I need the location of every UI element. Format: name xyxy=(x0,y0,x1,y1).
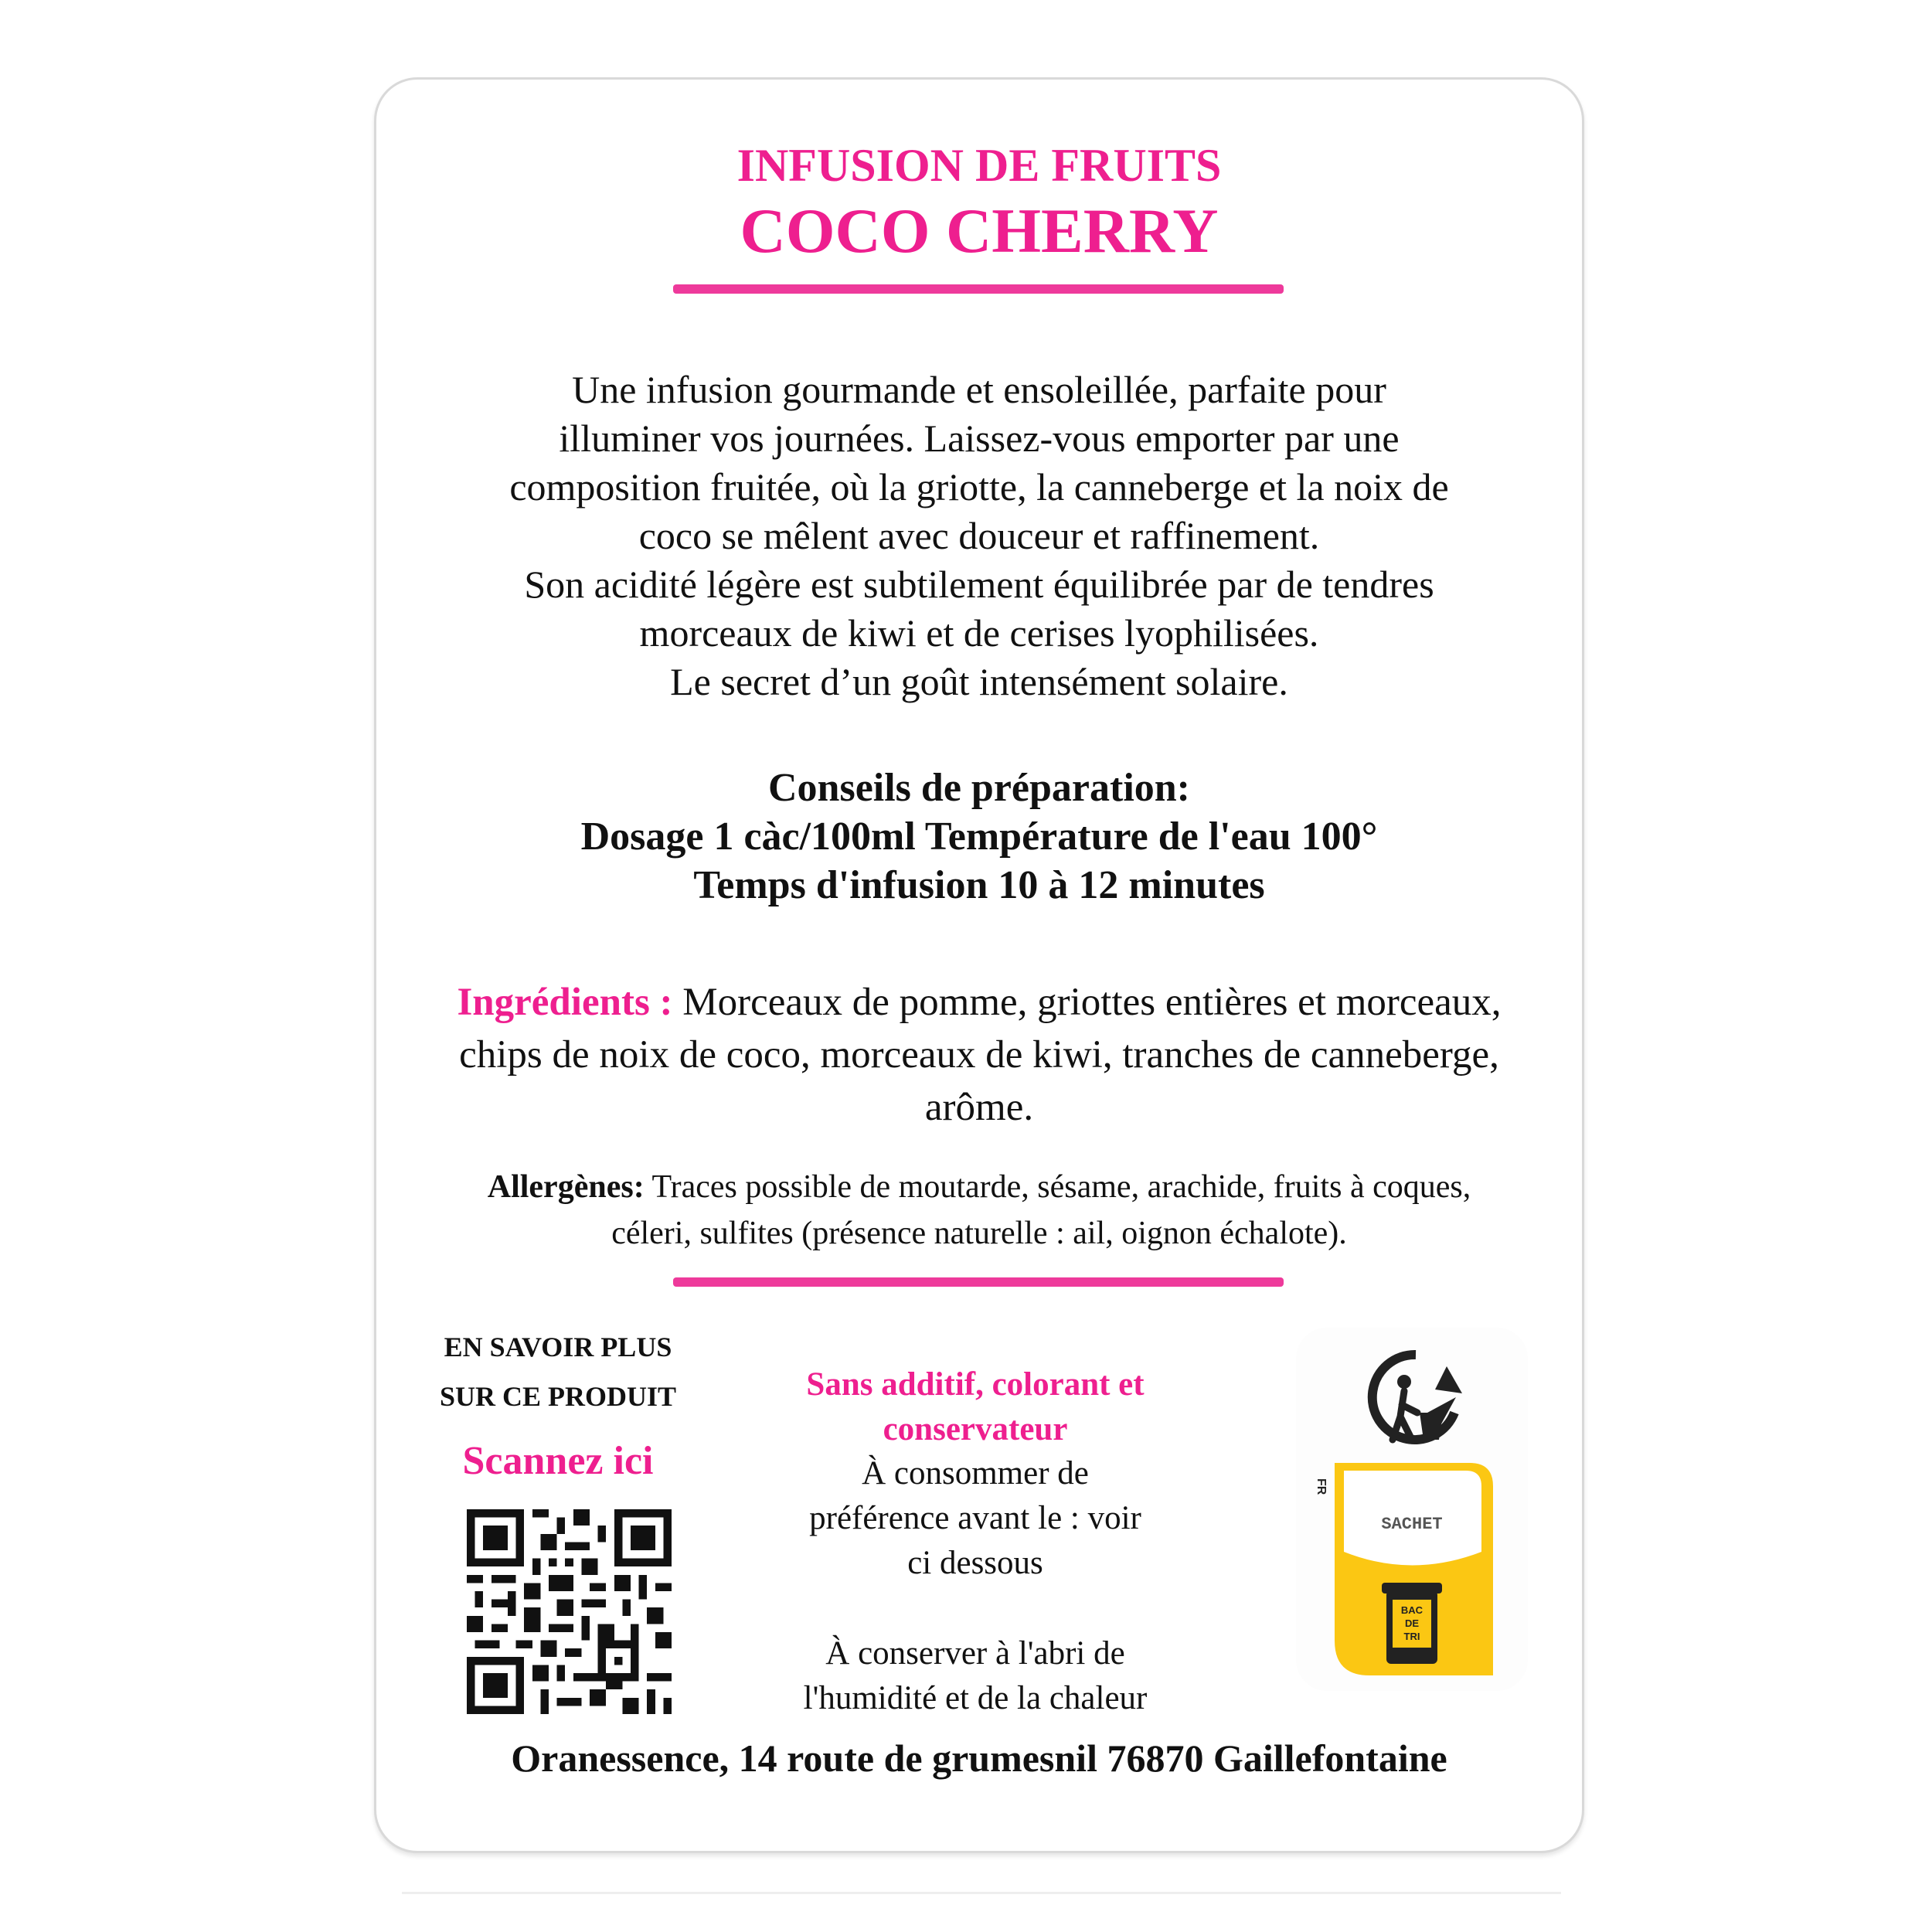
triman-recycling-icon xyxy=(1296,1328,1528,1691)
svg-text:TRI: TRI xyxy=(1403,1631,1420,1642)
svg-text:BAC: BAC xyxy=(1400,1604,1423,1616)
page-bottom-line xyxy=(402,1892,1561,1894)
best-before-notice: À consommer de préférence avant le : voir ci dessous xyxy=(809,1455,1141,1581)
qr-code[interactable] xyxy=(467,1509,672,1714)
bottom-divider xyxy=(673,1277,1284,1287)
product-category-title: INFUSION DE FRUITS xyxy=(736,140,1222,191)
preparation-advice: Conseils de préparation: Dosage 1 càc/100ml Température de l'eau 100° Temps d'infusion 10 à 12 minutes xyxy=(580,766,1378,907)
top-divider xyxy=(673,284,1284,294)
producer-address: Oranessence, 14 route de grumesnil 76870 Gaillefontaine xyxy=(511,1736,1447,1780)
storage-notice: À conserver à l'abri de l'humidité et de la chaleur xyxy=(803,1635,1148,1716)
allergens-label: Allergènes: xyxy=(487,1169,645,1205)
triman-packaging: SACHET xyxy=(1381,1515,1443,1534)
scan-here-label: Scannez ici xyxy=(462,1439,654,1483)
product-label-card xyxy=(374,77,1584,1853)
learn-more-heading: EN SAVOIR PLUS SUR CE PRODUIT xyxy=(439,1332,677,1412)
ingredients-text: Morceaux de pomme, griottes entières et morceaux, chips de noix de coco, morceaux de kiwi, tranches de canneberge, arôme. xyxy=(459,981,1502,1129)
svg-text:DE: DE xyxy=(1404,1617,1420,1629)
product-description: Une infusion gourmande et ensoleillée, parfaite pour illuminer vos journées. Laissez-vous emporter par une composition fruitée, où la griotte, la canneberge et la noix de coco se mêlent avec douceur et raffinement. Son acidité légère est subtilement équilibrée par de tendres morceaux de kiwi et de cerises lyophilisées. Le secret d’un goût intensément solaire. xyxy=(509,368,1449,703)
allergens-text: Traces possible de moutarde, sésame, arachide, fruits à coques, céleri, sulfites (présence naturelle : ail, oignon échalote). xyxy=(611,1169,1471,1251)
ingredients-label: Ingrédients : xyxy=(457,981,683,1024)
triman-country: FR xyxy=(1315,1478,1328,1495)
no-additives-notice: Sans additif, colorant et conservateur xyxy=(806,1366,1145,1447)
product-name-title: COCO CHERRY xyxy=(740,196,1219,266)
allergens xyxy=(454,1164,1505,1257)
ingredients xyxy=(423,976,1536,1134)
